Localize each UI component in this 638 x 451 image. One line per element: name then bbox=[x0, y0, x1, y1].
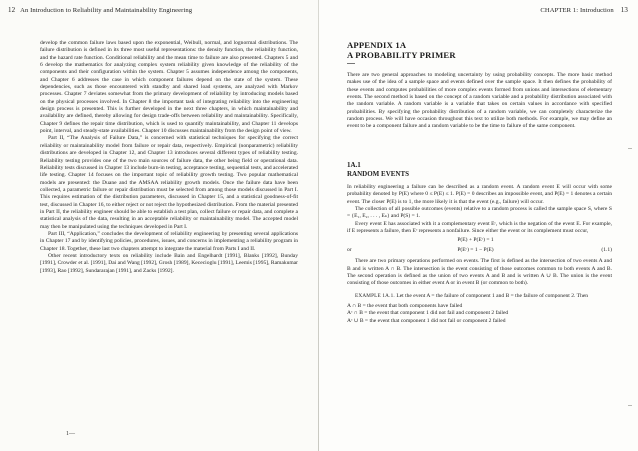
left-running-head bbox=[8, 6, 192, 14]
equation-1: P(E) + P(Eᶜ) = 1 bbox=[457, 237, 494, 244]
section-title: RANDOM EVENTS bbox=[347, 169, 410, 178]
example-text: Let the event A = the failure of component 1 and B = the failure of component 2. Then bbox=[396, 292, 589, 299]
example-line: Aᶜ ∪ B = the event that component 1 did not fail or component 2 failed bbox=[347, 317, 506, 324]
equation-line-1 bbox=[347, 236, 612, 245]
example-label: EXAMPLE 1A.1. bbox=[355, 292, 395, 299]
example-line: Aᶜ ∩ B = the event that component 1 did not fail and component 2 failed bbox=[347, 310, 509, 317]
left-paragraph: Part II, “The Analysis of Failure Data,” is concerned with statistical techniques for specifying the correct reliability or maintainability model from failure or repair data, respectively. Empirical (nonparametric) reliability distributions are developed in Chapter 12, and Chapter 13 introduces several different types of reliability testing. Reliability testing provides one of the two main sources of failure data, the other being field or operational data. Reliability tests discussed in Chapter 13 include burn-in testing, acceptance testing, sequential tests, and accelerated life testing. Chapter 14 focuses on the important topic of reliability growth testing. Two popular mathematical models are presented: the Duane and the AMSAA reliability growth models. Once the failure data have been collected, a parametric failure or repair distribution must be selected from among those models discussed in Part I. This requires estimation of the distribution parameters, discussed in Chapter 15, and a statistical goodness-of-fit test, discussed in Chapter 16, to either reject or not reject the hypothesized distribution. From the material presented in Part II, the reliability engineer should be able to establish a test plan, collect failure or repair data, and complete a statistical analysis of the data, resulting in an acceptable reliability or maintainability model. The accepted model may then be manipulated using the techniques developed in Part I. bbox=[40, 135, 298, 230]
section-number: 1A.1 bbox=[347, 161, 361, 169]
random-events-paragraph: The collection of all possible outcomes (events) relative to a random process is called the sample space S, where S = {E₁, E₂, . . . , Eₖ} and P(S) = 1. bbox=[347, 206, 612, 220]
operations-paragraph: There are two primary operations performed on events. The first is defined as the intersection of two events A and B and is written A ∩ B. The intersection is the event consisting of those outcomes common to both events A and B. The second operation is defined as the union of two events A and B and is written A ∪ B. The union is the event consisting of those outcomes in either event A or in event B (or common to both). bbox=[347, 258, 612, 287]
random-events-text bbox=[347, 184, 612, 325]
section-heading bbox=[347, 161, 409, 178]
right-page bbox=[319, 0, 638, 451]
example-line: A ∩ B = the event that both components have failed bbox=[347, 303, 463, 310]
intro-text bbox=[347, 72, 612, 131]
left-paragraph: Part III, “Application,” concludes the development of reliability engineering by presenting several applications in Chapter 17 and by identifying policies, procedures, issues, and concerns in implementing a reliability program in Chapter 18. Together, these last two chapters attempt to integrate the material from Parts I and II. bbox=[40, 230, 298, 252]
appendix-heading bbox=[347, 40, 456, 60]
left-paragraph: Other recent introductory texts on reliability include Bain and Engelhardt [1991], Blanks [1992], Bunday [1991], Crowder et al. [1991], Dai and Wang [1992], Grosh [1989], Kececioglu [1991], Leemis [1995], Ramakumar [1993], Rao [1992], Sundararajan [1991], and Zacks [1992]. bbox=[40, 252, 298, 274]
right-running-title: CHAPTER 1: Introduction bbox=[540, 7, 614, 14]
equation-line-2 bbox=[347, 246, 612, 255]
heading-rule bbox=[347, 63, 355, 64]
left-paragraph: develop the common failure laws based upon the exponential, Weibull, normal, and lognormal distributions. The failure distribution is defined in its three most useful representations: the density function, the reliability function, and the hazard rate function. Conditional reliability and the mean time to failure are also presented. Chapters 5 and 6 develop the mathematics for analyzing complex system reliability given knowledge of the reliability of the components and their configuration within the system. Chapter 5 assumes independence among the components, and Chapter 6 addresses the case in which component failures depend on the state of the system. These dependencies, such as those encountered with standby and shared load systems, are analyzed with Markov processes. Chapter 7 deviates somewhat from the primary development of reliability by introducing models based on the physical processes involved. In Chapter 8 the important task of integrating reliability into the engineering design process is presented. This is further developed in the next three chapters, in which maintainability and availability are defined, thereby allowing for design trade-offs between reliability and maintainability. Specifically, Chapter 9 defines the repair time distribution, which is used to quantify maintainability, and Chapter 11 develops point, interval, and steady-state availabilities. Chapter 10 discusses maintainability from the design point of view. bbox=[40, 40, 298, 135]
edge-mark bbox=[628, 148, 632, 149]
equation-number: (1.1) bbox=[601, 247, 612, 254]
equation-2: P(Eᶜ) = 1 − P(E) bbox=[457, 247, 494, 254]
intro-paragraph: There are two general approaches to modeling uncertainty by using probability concepts. The more basic method makes use of the idea of a sample space and events defined over the sample space. It then defines the probability of these events and computes probabilities of more complex events formed from unions and intersections of elementary events. The second method is based on the concept of a random variable and a probability distribution associated with the random variable. A random variable is a variable that takes on certain values in accordance with specified probabilities. By specifying the probability distribution of a random variable, we can completely characterize the random process. We will have occasion throughout this text to utilize both methods. For example, we may define an event to be a component failure and a random variable to be the time to failure of the same component. bbox=[347, 72, 612, 130]
margin-mark: 1— bbox=[66, 431, 75, 437]
left-page-number: 12 bbox=[8, 6, 16, 14]
right-page-number: 13 bbox=[620, 6, 628, 14]
equation-or: or bbox=[347, 247, 352, 254]
appendix-label: APPENDIX 1A bbox=[347, 40, 407, 50]
edge-mark bbox=[628, 405, 632, 406]
left-running-title: An Introduction to Reliability and Maintainability Engineering bbox=[20, 7, 193, 14]
random-events-paragraph: Every event E has associated with it a complementary event Eᶜ, which is the negation of the event E. For example, if E represents a failure, then Eᶜ represents a nonfailure. Since either the event or its complement must occur, bbox=[347, 220, 612, 235]
random-events-paragraph: In reliability engineering a failure can be described as a random event. A random event E will occur with some probability denoted by P(E) where 0 ≤ P(E) ≤ 1. P(E) = 0 describes an impossible event, and P(E) = 1 denotes a certain event. The closer P(E) is to 1, the more likely it is that the event (e.g., failure) will occur. bbox=[347, 184, 612, 205]
right-running-head bbox=[540, 6, 628, 14]
example-paragraph bbox=[347, 293, 612, 300]
left-body-text bbox=[40, 40, 298, 275]
appendix-title: A PROBABILITY PRIMER bbox=[347, 50, 456, 60]
